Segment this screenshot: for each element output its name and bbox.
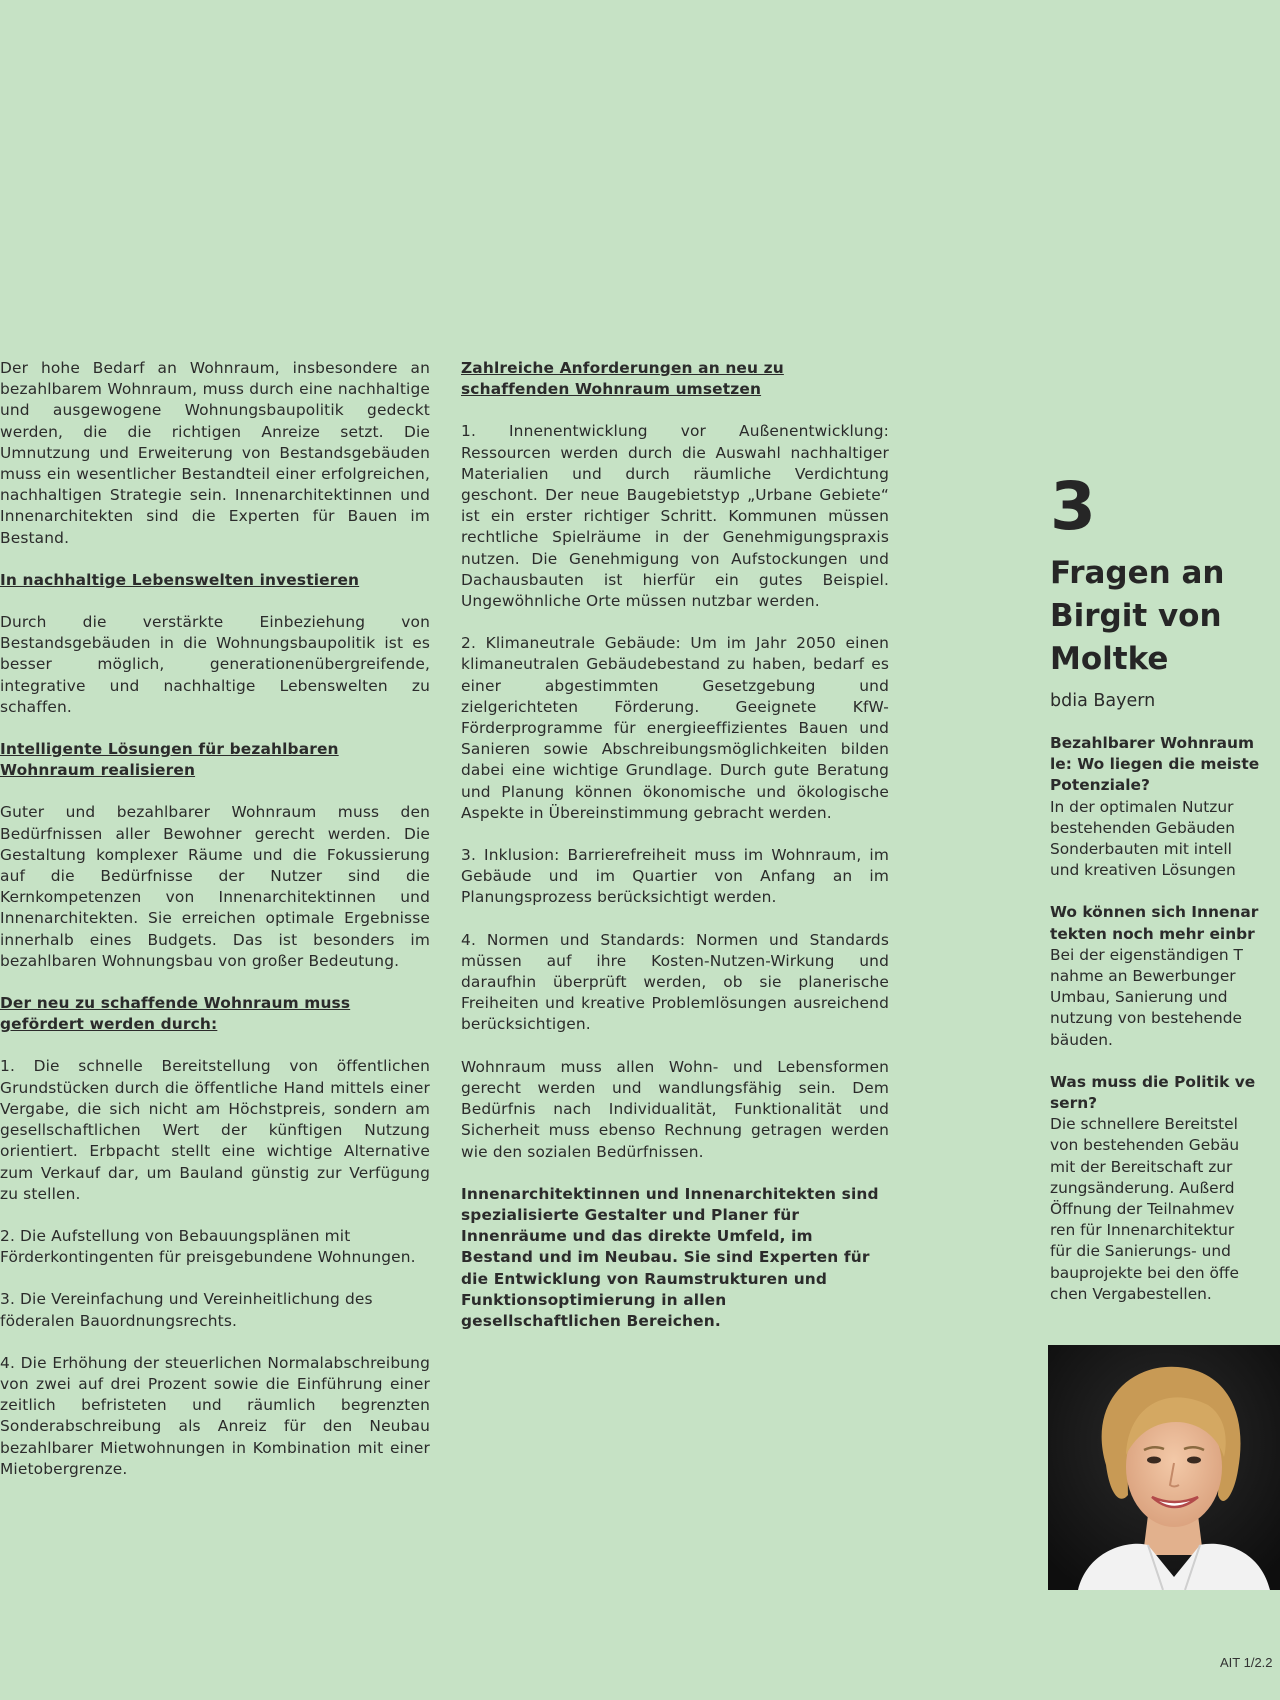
list-item: 4. Die Erhöhung der steuerlichen Normalabschreibung von zwei auf drei Prozent sowie die Einführung einer zeitlich befristeten und räumlich begrenzten Sonderabschreibung als Anreiz für den Neubau bezahlbarer Mietwohnungen in Kombination mit einer Mietobergrenze. [0, 1353, 430, 1478]
section-heading: Zahlreiche Anforderungen an neu zu schaffenden Wohnraum umsetzen [461, 359, 784, 399]
middle-column [461, 358, 889, 1353]
question-line: tekten noch mehr einbr [1050, 924, 1255, 943]
interview-sidebar [1050, 468, 1280, 1326]
section-heading: Intelligente Lösungen für bezahlbaren Wohnraum realisieren [0, 740, 339, 780]
closing-statement: Innenarchitektinnen und Innenarchitekten sind spezialisierte Gestalter und Planer für Innenräume und das direkte Umfeld, im Bestand und im Neubau. Sie sind Experten für die Entwicklung von Raumstrukturen und Funktionsoptimierung in allen gesellschaftlichen Bereichen. [461, 1184, 879, 1330]
paragraph: Durch die verstärkte Einbeziehung von Bestandsgebäuden in die Wohnungsbaupolitik ist es besser möglich, generationenübergreifende, integrative und nachhaltige Lebenswelten zu schaffen. [0, 613, 430, 716]
answer-line: Umbau, Sanierung und [1050, 988, 1228, 1007]
list-item: 1. Die schnelle Bereitstellung von öffentlichen Grundstücken durch die öffentliche Hand mittels einer Vergabe, die sich nicht am Höchstpreis, sondern am gesellschaftlichen Wert der künftigen Nutzung orientiert. Erbpacht stellt eine wichtige Alternative zum Verkauf dar, um Bauland günstig zur Verfügung zu stellen. [0, 1057, 430, 1203]
sidebar-subtitle: bdia Bayern [1050, 691, 1156, 711]
answer-line: mit der Bereitschaft zur [1050, 1157, 1233, 1176]
answer-line: bestehenden Gebäuden [1050, 818, 1235, 837]
left-column [0, 358, 430, 1501]
answer-line: bauprojekte bei den öffe [1050, 1263, 1239, 1282]
section-heading: Der neu zu schaffende Wohnraum muss gefördert werden durch: [0, 994, 351, 1034]
question-line: le: Wo liegen die meiste [1050, 755, 1260, 774]
answer-line: Öffnung der Teilnahmev [1050, 1200, 1235, 1219]
answer-line: Sonderbauten mit intell [1050, 840, 1232, 859]
list-item: 3. Die Vereinfachung und Vereinheitlichung des föderalen Bauordnungsrechts. [0, 1290, 373, 1330]
list-item: 3. Inklusion: Barrierefreiheit muss im Wohnraum, im Gebäude und im Quartier von Anfang an im Planungsprozess berücksichtigt werden. [461, 846, 889, 907]
qa-block [1050, 902, 1280, 1050]
answer-line: für die Sanierungs- und [1050, 1242, 1231, 1261]
qa-block [1050, 733, 1280, 881]
sidebar-title-line: Birgit von [1050, 598, 1222, 634]
sidebar-title-line: Fragen an [1050, 555, 1225, 591]
list-item: 1. Innenentwicklung vor Außenentwicklung: Ressourcen werden durch die Auswahl nachhaltiger Materialien und durch räumliche Verdichtung geschont. Der neue Baugebietstyp „Urbane Gebiete“ ist ein erster richtiger Schritt. Kommunen müssen rechtliche Spielräume in der Genehmigungspraxis nutzen. Die Genehmigung von Aufstockungen und Dachausbauten ist hierfür ein gutes Beispiel. Ungewöhnliche Orte müssen nutzbar werden. [461, 422, 889, 611]
paragraph: Wohnraum muss allen Wohn- und Lebensformen gerecht werden und wandlungsfähig sein. Dem Bedürfnis nach Individualität, Funktionalität und Sicherheit muss ebenso Rechnung getragen werden wie den sozialen Bedürfnissen. [461, 1057, 889, 1161]
answer-line: chen Vergabestellen. [1050, 1284, 1212, 1303]
answer-line: von bestehenden Gebäu [1050, 1136, 1240, 1155]
sidebar-title-line: Moltke [1050, 641, 1169, 677]
answer-line: ren für Innenarchitektur [1050, 1221, 1235, 1240]
answer-line: Bei der eigenständigen T [1050, 945, 1243, 964]
answer-line: In der optimalen Nutzur [1050, 797, 1234, 816]
list-item: 4. Normen und Standards: Normen und Standards müssen auf ihre Kosten-Nutzen-Wirkung und daraufhin überprüft werden, ob sie planerische Freiheiten und kreative Problemlösungen ausreichend berücksichtigen. [461, 930, 889, 1034]
intro-paragraph: Der hohe Bedarf an Wohnraum, insbesondere an bezahlbarem Wohnraum, muss durch eine nachhaltige und ausgewogene Wohnungsbaupolitik gedeckt werden, die die richtigen Anreize setzt. Die Umnutzung und Erweiterung von Bestandsgebäuden muss ein wesentlicher Bestandteil einer erfolgreichen, nachhaltigen Strategie sein. Innenarchitektinnen und Innenarchitekten sind die Experten für Bauen im Bestand. [0, 359, 430, 547]
answer-line: nahme an Bewerbunger [1050, 967, 1236, 986]
answer-line: bäuden. [1050, 1030, 1113, 1049]
list-item: 2. Klimaneutrale Gebäude: Um im Jahr 2050 einen klimaneutralen Gebäudebestand zu haben, bedarf es einer abgestimmten Gesetzgebung und zielgerichteten Förderung. Geeignete KfW-Förderprogramme für energieeffizientes Bauen und Sanieren sowie Abschreibungsmöglichkeiten bilden dabei eine wichtige Grundlage. Durch gute Beratung und Planung können ökonomische und ökologische Aspekte in Übereinstimmung gebracht werden. [461, 634, 889, 822]
page-label: AIT 1/2.2 [1220, 1655, 1273, 1670]
answer-line: und kreativen Lösungen [1050, 861, 1236, 880]
question-line: Potenziale? [1050, 776, 1150, 795]
question-line: Bezahlbarer Wohnraum [1050, 734, 1255, 752]
question-line: sern? [1050, 1094, 1098, 1113]
question-line: Wo können sich Innenar [1050, 903, 1259, 922]
paragraph: Guter und bezahlbarer Wohnraum muss den Bedürfnissen aller Bewohner gerecht werden. Die Gestaltung komplexer Räume und die Fokussierung auf die Bedürfnisse der Nutzer sind die Kernkompetenzen von Innenarchitektinnen und Innenarchitekten. Sie erreichen optimale Ergebnisse innerhalb eines Budgets. Das ist besonders im bezahlbaren Wohnungsbau von großer Bedeutung. [0, 803, 430, 970]
answer-line: Die schnellere Bereitstel [1050, 1115, 1238, 1134]
qa-block [1050, 1072, 1280, 1305]
question-count: 3 [1050, 468, 1096, 545]
section-heading: In nachhaltige Lebenswelten investieren [0, 570, 360, 589]
portrait-photo [1048, 1345, 1280, 1590]
portrait-illustration [1048, 1345, 1280, 1590]
answer-line: zungsänderung. Außerd [1050, 1178, 1235, 1197]
question-line: Was muss die Politik ve [1050, 1072, 1256, 1091]
list-item: 2. Die Aufstellung von Bebauungsplänen mit Förderkontingenten für preisgebundene Wohnungen. [0, 1226, 416, 1267]
answer-line: nutzung von bestehende [1050, 1009, 1242, 1028]
